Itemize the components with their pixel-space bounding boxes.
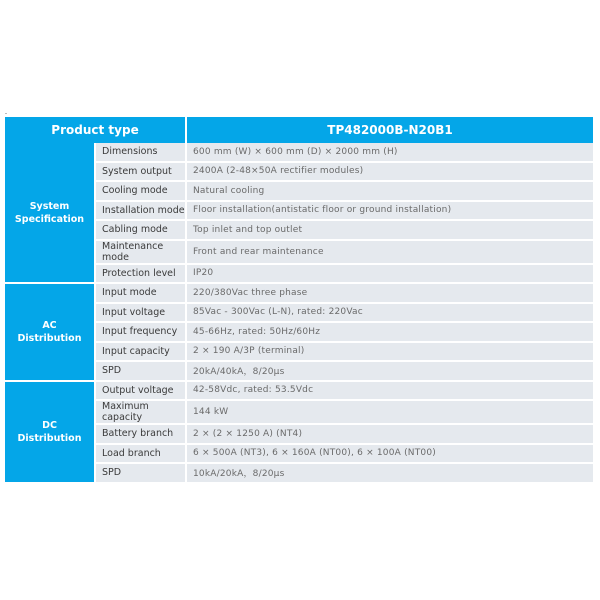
row-label: Output voltage [95,381,186,401]
row-label: SPD [95,463,186,482]
row-value: Front and rear maintenance [186,240,593,264]
row-label: Battery branch [95,424,186,444]
row-label: Input capacity [95,342,186,362]
row-value: 600 mm (W) × 600 mm (D) × 2000 mm (H) [186,143,593,162]
row-value: 85Vac - 300Vac (L-N), rated: 220Vac [186,303,593,323]
table-row [5,381,593,401]
row-label: System output [95,162,186,182]
row-value: 45-66Hz, rated: 50Hz/60Hz [186,322,593,342]
group-title-line2: Specification [14,213,85,225]
row-value: 2 × (2 × 1250 A) (NT4) [186,424,593,444]
row-value: Natural cooling [186,181,593,201]
group-ac-distribution [5,283,95,381]
group-title-line2: Distribution [17,332,82,344]
row-value: 2400A (2-48×50A rectifier modules) [186,162,593,182]
row-value: 144 kW [186,400,593,424]
row-label: Protection level [95,264,186,284]
table-row [5,283,593,303]
row-label: Input mode [95,283,186,303]
row-value: 10kA/20kA，8/20μs [186,463,593,482]
row-value: 2 × 190 A/3P (terminal) [186,342,593,362]
table-row [5,143,593,162]
row-value: 220/380Vac three phase [186,283,593,303]
group-dc-distribution [5,381,95,482]
row-label: Input voltage [95,303,186,323]
header-product-type: Product type [5,117,186,143]
row-value: Top inlet and top outlet [186,220,593,240]
product-spec-table [5,117,593,482]
row-label: Cabling mode [95,220,186,240]
group-system-specification [5,143,95,283]
row-label: Maximum capacity [95,400,186,424]
row-label: Installation mode [95,201,186,221]
group-title-line1: AC [42,319,57,331]
header-model-number: TP482000B-N20B1 [186,117,593,143]
group-title-line2: Distribution [17,432,82,444]
row-value: 6 × 500A (NT3), 6 × 160A (NT00), 6 × 100A (NT00) [186,444,593,464]
row-label: SPD [95,361,186,381]
row-value: 20kA/40kA，8/20μs [186,361,593,381]
row-value: Floor installation(antistatic floor or ground installation) [186,201,593,221]
row-label: Maintenance mode [95,240,186,264]
row-value: IP20 [186,264,593,284]
row-label: Load branch [95,444,186,464]
row-value: 42-58Vdc, rated: 53.5Vdc [186,381,593,401]
group-title-line1: System [29,200,70,212]
row-label: Input frequency [95,322,186,342]
table-header-row [5,117,593,143]
stray-mark [5,113,7,114]
row-label: Dimensions [95,143,186,162]
row-label: Cooling mode [95,181,186,201]
group-title-line1: DC [42,419,57,431]
